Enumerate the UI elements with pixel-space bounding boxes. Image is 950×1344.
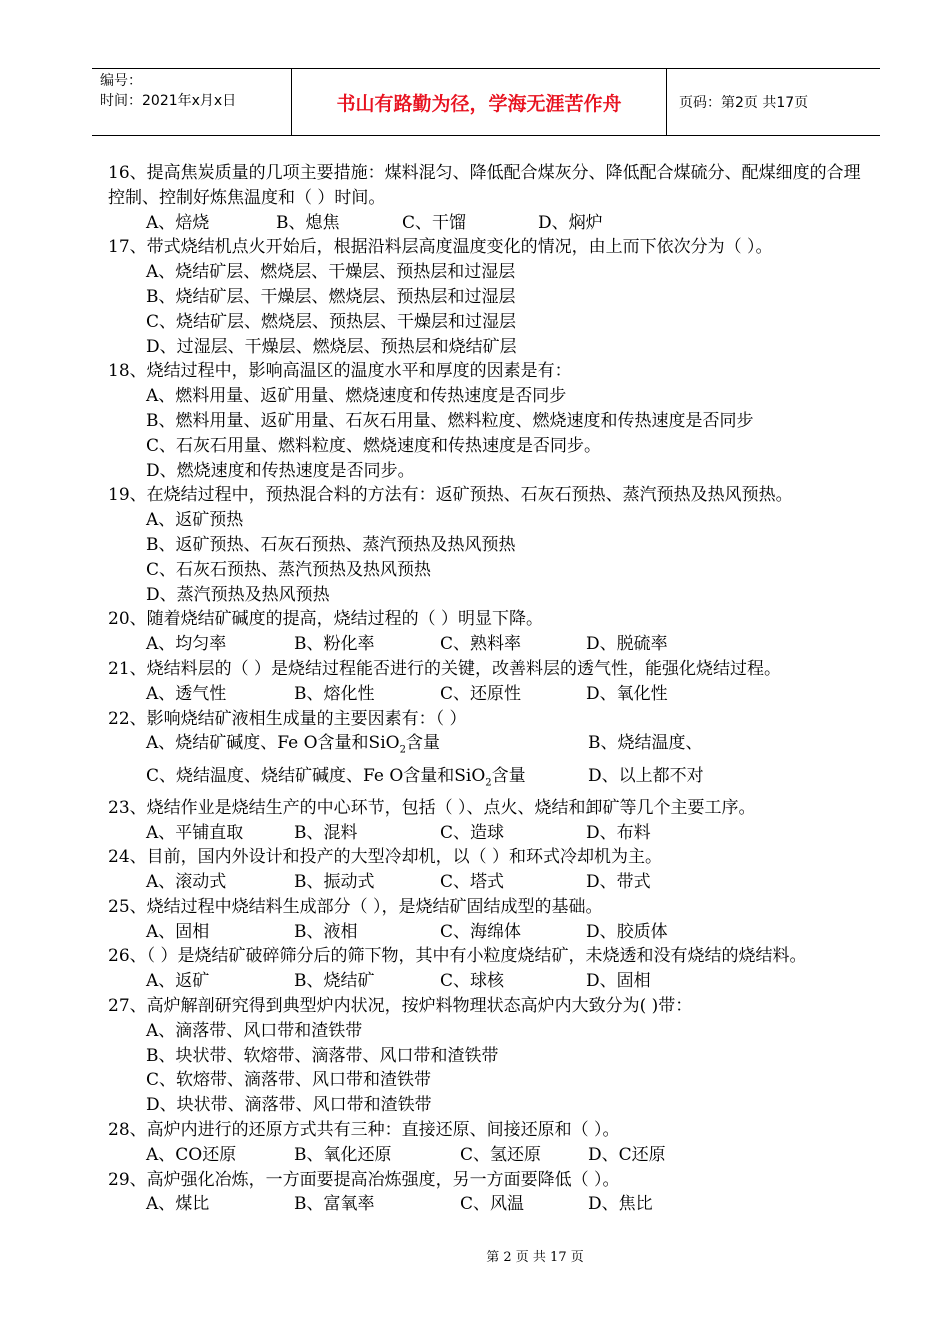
- option-line: D、蒸汽预热及热风预热: [146, 584, 330, 605]
- question-stem: 21、烧结料层的（ ）是烧结过程能否进行的关键，改善料层的透气性，能强化烧结过程。: [108, 658, 782, 679]
- option-line: B、烧结矿层、干燥层、燃烧层、预热层和过湿层: [146, 286, 516, 307]
- time-label: 时间：2021年x月x日: [100, 93, 237, 109]
- option-item: C、还原性: [440, 683, 522, 704]
- option-line: D、块状带、滴落带、风口带和渣铁带: [146, 1095, 432, 1116]
- header-left: [92, 69, 292, 135]
- option-row: [108, 821, 874, 846]
- option-item: D、固相: [586, 971, 651, 992]
- option-item: C、干馏: [402, 212, 467, 233]
- option-item: B、混料: [294, 822, 358, 843]
- option-item: C、海绵体: [440, 921, 522, 942]
- option-item: A、烧结矿碱度、Fe O含量和SiO$_2$含量: [146, 733, 440, 756]
- option-line: C、石灰石预热、蒸汽预热及热风预热: [146, 559, 432, 580]
- option-item: B、振动式: [294, 872, 375, 893]
- option-item: A、均匀率: [146, 634, 227, 655]
- option-item: B、粉化率: [294, 634, 375, 655]
- serial-label: 编号：: [100, 73, 142, 89]
- option-item: D、氧化性: [586, 683, 668, 704]
- option-item: B、烧结温度、: [588, 733, 703, 754]
- option-item: B、烧结矿: [294, 971, 375, 992]
- option-item: C、球核: [440, 971, 505, 992]
- option-item: D、C还原: [588, 1144, 666, 1165]
- question-stem: 25、烧结过程中烧结料生成部分（ ），是烧结矿固结成型的基础。: [108, 896, 603, 917]
- option-item: A、返矿: [146, 971, 210, 992]
- option-item: A、平铺直取: [146, 822, 244, 843]
- option-item: D、胶质体: [586, 921, 668, 942]
- question-stem: 23、烧结作业是烧结生产的中心环节，包括（ ）、点火、烧结和卸矿等几个主要工序。: [108, 797, 756, 818]
- question-stem: 28、高炉内进行的还原方式共有三种：直接还原、间接还原和（ ）。: [108, 1120, 620, 1141]
- option-item: A、滚动式: [146, 872, 227, 893]
- option-row: [108, 920, 874, 945]
- option-item: C、造球: [440, 822, 505, 843]
- option-line: B、块状带、软熔带、滴落带、风口带和渣铁带: [146, 1045, 499, 1066]
- option-row: [108, 632, 874, 657]
- option-row: [108, 870, 874, 895]
- option-row: [108, 1143, 874, 1168]
- page-footer: 第 2 页 共 17 页: [486, 1250, 584, 1265]
- question-stem: 27、高炉解剖研究得到典型炉内状况，按炉料物理状态高炉内大致分为( )带：: [108, 996, 693, 1017]
- option-line: A、烧结矿层、燃烧层、干燥层、预热层和过湿层: [146, 262, 516, 283]
- option-row: [108, 682, 874, 707]
- option-item: D、焦比: [588, 1194, 653, 1215]
- option-item: B、熔化性: [294, 683, 375, 704]
- option-item: A、固相: [146, 921, 210, 942]
- option-line: C、烧结矿层、燃烧层、预热层、干燥层和过湿层: [146, 311, 517, 332]
- option-line: C、石灰石用量、燃料粒度、燃烧速度和传热速度是否同步。: [146, 435, 602, 456]
- option-item: A、煤比: [146, 1194, 210, 1215]
- page-header: [92, 68, 880, 136]
- header-motto: 书山有路勤为径，学海无涯苦作舟: [292, 69, 667, 135]
- option-item: D、焖炉: [538, 212, 603, 233]
- option-line: A、返矿预热: [146, 510, 244, 531]
- option-item: D、以上都不对: [588, 765, 704, 786]
- question-stem: 20、随着烧结矿碱度的提高，烧结过程的（ ）明显下降。: [108, 609, 544, 630]
- option-item: C、烧结温度、烧结矿碱度、Fe O含量和SiO$_2$含量: [146, 765, 526, 788]
- option-item: A、焙烧: [146, 212, 210, 233]
- header-page-info: 页码：第2页 共17页: [679, 95, 809, 111]
- option-line: A、燃料用量、返矿用量、燃烧速度和传热速度是否同步: [146, 386, 567, 407]
- option-line: B、返矿预热、石灰石预热、蒸汽预热及热风预热: [146, 534, 516, 555]
- option-item: C、风温: [460, 1194, 525, 1215]
- question-stem: 18、烧结过程中，影响高温区的温度水平和厚度的因素是有：: [108, 361, 572, 382]
- option-item: A、透气性: [146, 683, 227, 704]
- question-stem: 24、目前，国内外设计和投产的大型冷却机，以（ ）和环式冷却机为主。: [108, 847, 663, 868]
- option-line: D、过湿层、干燥层、燃烧层、预热层和烧结矿层: [146, 336, 517, 357]
- option-line: C、软熔带、滴落带、风口带和渣铁带: [146, 1070, 432, 1091]
- option-item: C、熟料率: [440, 634, 522, 655]
- option-item: D、带式: [586, 872, 651, 893]
- question-stem: 16、提高焦炭质量的几项主要措施：煤料混匀、降低配合煤灰分、降低配合煤硫分、配煤细度的合理控制、控制好炼焦温度和（ ）时间。: [108, 163, 861, 208]
- question-stem: 17、带式烧结机点火开始后，根据沿料层高度温度变化的情况，由上而下依次分为（ ）。: [108, 237, 773, 258]
- option-row: [108, 969, 874, 994]
- option-row: [108, 1192, 874, 1217]
- option-row: [108, 764, 874, 796]
- question-stem: 29、高炉强化冶炼，一方面要提高冶炼强度，另一方面要降低（ ）。: [108, 1169, 620, 1190]
- option-item: B、氧化还原: [294, 1144, 392, 1165]
- option-row: [108, 211, 874, 236]
- option-item: D、布料: [586, 822, 651, 843]
- question-list: [108, 161, 874, 1217]
- option-item: A、CO还原: [146, 1144, 237, 1165]
- option-item: D、脱硫率: [586, 634, 668, 655]
- question-stem: 26、（ ）是烧结矿破碎筛分后的筛下物，其中有小粒度烧结矿，未烧透和没有烧结的烧结料。: [108, 946, 807, 967]
- option-line: B、燃料用量、返矿用量、石灰石用量、燃料粒度、燃烧速度和传热速度是否同步: [146, 410, 754, 431]
- option-item: C、氢还原: [460, 1144, 542, 1165]
- option-item: B、液相: [294, 921, 358, 942]
- question-stem: 22、影响烧结矿液相生成量的主要因素有：（ ）: [108, 708, 467, 729]
- option-row: [108, 731, 874, 763]
- option-line: D、燃烧速度和传热速度是否同步。: [146, 460, 415, 481]
- question-stem: 19、在烧结过程中，预热混合料的方法有：返矿预热、石灰石预热、蒸汽预热及热风预热。: [108, 485, 793, 506]
- option-item: B、富氧率: [294, 1194, 375, 1215]
- option-item: C、塔式: [440, 872, 505, 893]
- option-line: A、滴落带、风口带和渣铁带: [146, 1020, 363, 1041]
- option-item: B、熄焦: [276, 212, 340, 233]
